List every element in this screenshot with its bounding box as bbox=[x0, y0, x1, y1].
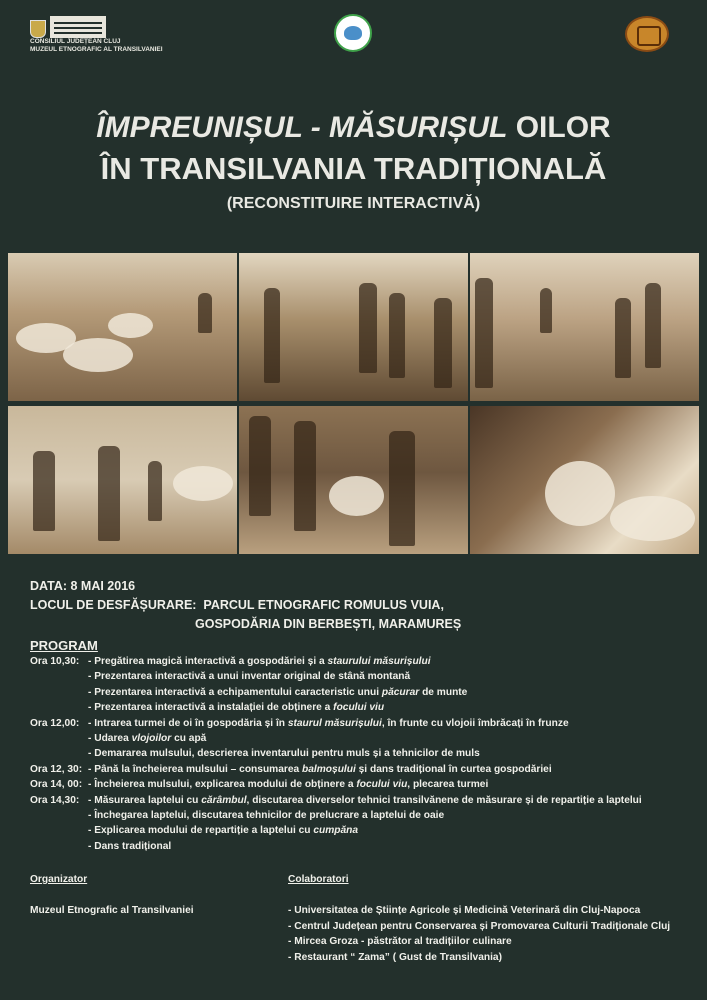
program-activity bbox=[88, 716, 700, 731]
activity-term: cărâmbul bbox=[201, 794, 247, 806]
program-activity bbox=[88, 777, 700, 792]
activity-text: - Închegarea laptelui, discutarea tehnicilor de prelucrare a laptelui de oaie bbox=[88, 810, 445, 822]
title-line1-rest: OILOR bbox=[507, 111, 611, 144]
program-row bbox=[30, 685, 700, 700]
photo-flock-procession bbox=[8, 406, 237, 554]
folk-emblem-icon bbox=[625, 16, 669, 52]
museum-logo bbox=[30, 16, 170, 54]
activity-term: balmoșului bbox=[302, 763, 356, 775]
activity-term: cumpăna bbox=[313, 825, 359, 837]
program-row bbox=[30, 793, 700, 808]
logo-bar bbox=[0, 14, 707, 64]
activity-term: focului viu bbox=[356, 779, 408, 791]
program-time: Ora 12,00: bbox=[30, 717, 80, 729]
activity-text-rest: , în frunte cu vlojoii îmbrăcați în frunze bbox=[381, 717, 569, 729]
program-activity bbox=[88, 654, 700, 669]
program-heading: PROGRAM bbox=[30, 638, 98, 653]
event-title bbox=[0, 108, 707, 216]
usamv-seal-icon bbox=[334, 14, 372, 52]
program-activity bbox=[88, 669, 700, 684]
program-activity bbox=[88, 839, 700, 854]
activity-term: păcurar bbox=[381, 686, 420, 698]
organizer-name: Muzeul Etnografic al Transilvaniei bbox=[30, 905, 194, 916]
activity-text: - Demararea mulsului, descrierea inventarului pentru muls și a tehnicilor de muls bbox=[88, 748, 480, 760]
program-time bbox=[30, 823, 88, 838]
activity-text-rest: de munte bbox=[419, 686, 468, 698]
activity-text: - Udarea bbox=[88, 733, 132, 745]
program-time: Ora 12, 30: bbox=[30, 763, 83, 775]
photo-milking-sheep bbox=[239, 406, 468, 554]
photo-sheep-flock bbox=[8, 253, 237, 401]
program-activity bbox=[88, 762, 700, 777]
county-council-name: CONSILIUL JUDEȚEAN CLUJ bbox=[30, 38, 121, 45]
activity-term: focului viu bbox=[333, 702, 385, 714]
program-row bbox=[30, 716, 700, 731]
program-rows bbox=[30, 654, 700, 854]
program-row bbox=[30, 731, 700, 746]
program-activity bbox=[88, 731, 700, 746]
activity-text: - Explicarea modului de repartiție a laptelui cu bbox=[88, 825, 314, 837]
activity-text: - Pregătirea magică interactivă a gospodăriei și a bbox=[88, 656, 328, 667]
program-activity bbox=[88, 793, 700, 808]
activity-term: vlojoilor bbox=[131, 733, 172, 745]
activity-text: - Prezentarea interactivă a unui inventar original de stână montană bbox=[88, 671, 411, 683]
organizer-block bbox=[30, 873, 194, 919]
photo-milk-measuring bbox=[470, 406, 699, 554]
activity-term: staurului măsurișului bbox=[327, 656, 431, 667]
collaborator-item: - Restaurant “ Zama” ( Gust de Transilvania) bbox=[288, 951, 502, 963]
title-subtitle: (RECONSTITUIRE INTERACTIVĂ) bbox=[226, 195, 481, 212]
program-time bbox=[30, 685, 88, 700]
program-time bbox=[30, 669, 88, 684]
photo-villagers-yard bbox=[470, 253, 699, 401]
program-row bbox=[30, 654, 700, 669]
program-row bbox=[30, 823, 700, 838]
title-line2: ÎN TRANSILVANIA TRADIȚIONALĂ bbox=[100, 151, 607, 186]
cluj-crest-icon bbox=[30, 20, 46, 38]
program-activity bbox=[88, 700, 700, 715]
activity-text-rest: și dans tradițional în curtea gospodăriei bbox=[355, 763, 552, 775]
activity-text: - Dans tradițional bbox=[88, 840, 172, 852]
program-schedule bbox=[30, 638, 700, 854]
program-row bbox=[30, 762, 700, 777]
program-time bbox=[30, 808, 88, 823]
collaborators-block bbox=[288, 873, 670, 965]
location-label: LOCUL DE DESFĂȘURARE: bbox=[30, 598, 197, 612]
collaborator-item: - Universitatea de Științe Agricole și Medicină Veterinară din Cluj-Napoca bbox=[288, 905, 641, 916]
photo-grid bbox=[8, 253, 699, 555]
collaborators-list bbox=[288, 903, 670, 965]
activity-text: - Prezentarea interactivă a echipamentului caracteristic unui bbox=[88, 686, 382, 698]
program-row bbox=[30, 808, 700, 823]
activity-text: - Intrarea turmei de oi în gospodăria și în bbox=[88, 717, 288, 729]
location-line2: GOSPODĂRIA DIN BERBEȘTI, MARAMUREȘ bbox=[195, 617, 462, 631]
museum-name: MUZEUL ETNOGRAFIC AL TRANSILVANIEI bbox=[30, 46, 163, 53]
location-line1: PARCUL ETNOGRAFIC ROMULUS VUIA, bbox=[203, 598, 444, 612]
title-line1-italic: ÎMPREUNIȘUL - MĂSURIȘUL bbox=[96, 111, 508, 144]
activity-text: - Până la încheierea mulsului – consumarea bbox=[88, 763, 303, 775]
collaborator-item: - Centrul Județean pentru Conservarea și Promovarea Culturii Tradiționale Cluj bbox=[288, 920, 671, 932]
program-time: Ora 10,30: bbox=[30, 656, 80, 667]
activity-text: - Prezentarea interactivă a instalației de obținere a bbox=[88, 702, 334, 714]
program-time bbox=[30, 839, 88, 854]
program-activity bbox=[88, 808, 700, 823]
activity-text-rest: , discutarea diverselor tehnici transilvănene de măsurare și de repartiție a laptelui bbox=[246, 794, 642, 806]
program-row bbox=[30, 700, 700, 715]
program-row bbox=[30, 669, 700, 684]
program-activity bbox=[88, 823, 700, 838]
program-time bbox=[30, 746, 88, 761]
program-row bbox=[30, 777, 700, 792]
museum-building-icon bbox=[50, 16, 106, 38]
activity-text-rest: , plecarea turmei bbox=[407, 779, 489, 791]
program-activity bbox=[88, 685, 700, 700]
photo-men-with-branches bbox=[239, 253, 468, 401]
event-date: DATA: 8 MAI 2016 bbox=[30, 579, 136, 593]
program-time: Ora 14, 00: bbox=[30, 779, 83, 791]
program-time: Ora 14,30: bbox=[30, 794, 80, 806]
organizer-heading: Organizator bbox=[30, 874, 88, 885]
activity-term: staurul măsurișului bbox=[287, 717, 382, 729]
activity-text-rest: cu apă bbox=[171, 733, 207, 745]
collaborator-item: - Mircea Groza - păstrător al tradițiilor culinare bbox=[288, 936, 512, 947]
program-activity bbox=[88, 746, 700, 761]
program-row bbox=[30, 746, 700, 761]
activity-text: - Încheierea mulsului, explicarea modului de obținere a bbox=[88, 779, 357, 791]
collaborators-heading: Colaboratori bbox=[288, 874, 349, 885]
program-time bbox=[30, 731, 88, 746]
program-time bbox=[30, 700, 88, 715]
program-row bbox=[30, 839, 700, 854]
activity-text: - Măsurarea laptelui cu bbox=[88, 794, 202, 806]
event-details bbox=[30, 577, 461, 634]
